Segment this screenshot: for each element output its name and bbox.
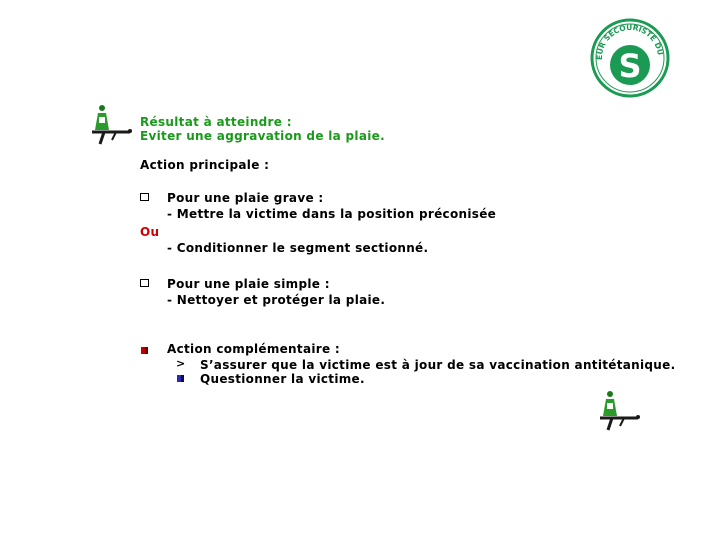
- simple-title: Pour une plaie simple :: [167, 277, 330, 291]
- result-heading: Résultat à atteindre :: [140, 115, 292, 129]
- complementary-item-2: Questionner la victime.: [200, 372, 365, 386]
- grave-title: Pour une plaie grave :: [167, 191, 324, 205]
- or-label: Ou: [140, 225, 160, 239]
- logo-letter: S: [618, 47, 642, 85]
- main-action-heading: Action principale :: [140, 158, 270, 172]
- first-aid-person-icon: [598, 390, 642, 432]
- complementary-item-1: S’assurer que la victime est à jour de sa vaccination antitétanique.: [200, 358, 676, 372]
- square-bullet-icon: [141, 347, 148, 354]
- result-text: Eviter une aggravation de la plaie.: [140, 129, 385, 143]
- logo-arc-text: EUR SECOURISTE DU: [594, 22, 665, 61]
- grave-step: - Mettre la victime dans la position préconisée: [167, 207, 497, 221]
- square-bullet-icon: [177, 375, 184, 382]
- sst-logo: [590, 18, 670, 98]
- alt-step: - Conditionner le segment sectionné.: [167, 241, 429, 255]
- first-aid-person-icon: [90, 104, 134, 146]
- simple-step: - Nettoyer et protéger la plaie.: [167, 293, 386, 307]
- sst-logo-emblem: [590, 18, 670, 98]
- checkbox-bullet-icon: [140, 193, 149, 201]
- complementary-heading: Action complémentaire :: [167, 342, 340, 356]
- arrow-bullet-icon: >: [176, 357, 186, 370]
- checkbox-bullet-icon: [140, 279, 149, 287]
